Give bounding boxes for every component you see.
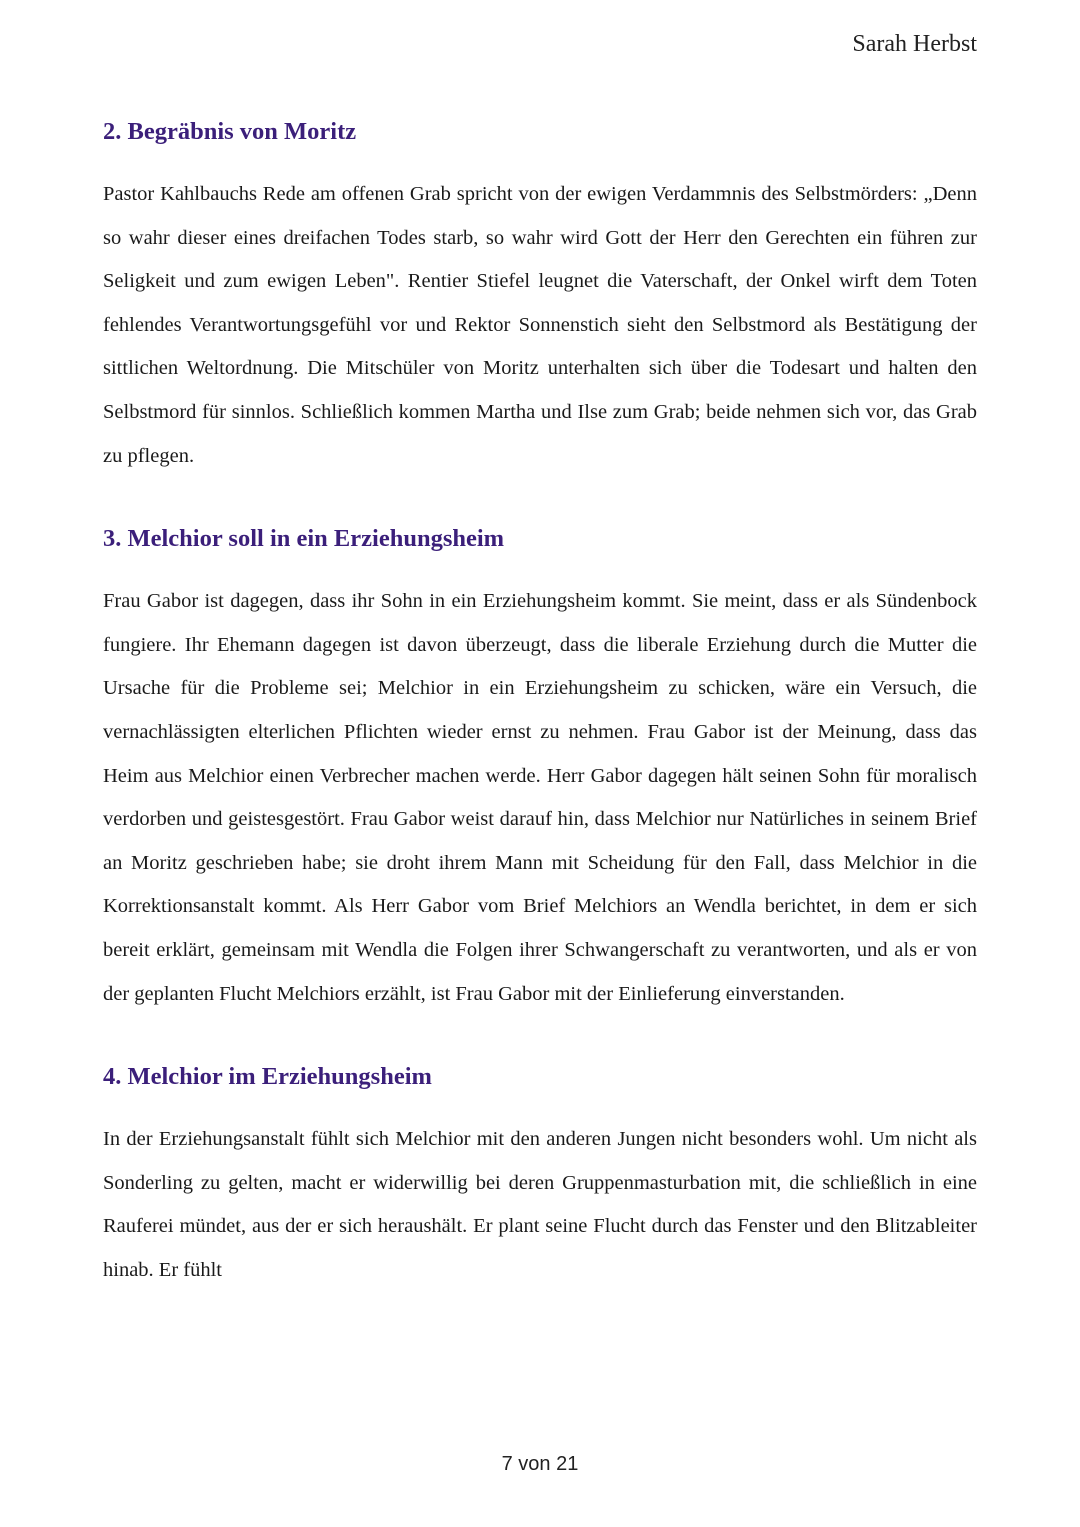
section-paragraph: Pastor Kahlbauchs Rede am offenen Grab spricht von der ewigen Verdammnis des Selbstmörders: „Denn so wahr dieser eines dreifachen Todes starb, so wahr wird Gott der Herr den Gerechten ein führen zur Seligkeit und zum ewigen Leben". Rentier Stiefel leugnet die Vaterschaft, der Onkel wirft dem Toten fehlendes Verantwortungsgefühl vor und Rektor Sonnenstich sieht den Selbstmord als Bestätigung der sittlichen Weltordnung. Die Mitschüler von Moritz unterhalten sich über die Todesart und halten den Selbstmord für sinnlos. Schließlich kommen Martha und Ilse zum Grab; beide nehmen sich vor, das Grab zu pflegen.	[103, 183, 977, 467]
section-paragraph: Frau Gabor ist dagegen, dass ihr Sohn in ein Erziehungsheim kommt. Sie meint, dass er als Sündenbock fungiere. Ihr Ehemann dagegen ist davon überzeugt, dass die liberale Erziehung durch die Mutter die Ursache für die Probleme sei; Melchior in ein Erziehungsheim zu schicken, wäre ein Versuch, die vernachlässigten elterlichen Pflichten wieder ernst zu nehmen. Frau Gabor ist der Meinung, dass das Heim aus Melchior einen Verbrecher machen werde. Herr Gabor dagegen hält seinen Sohn für moralisch verdorben und geistesgestört. Frau Gabor weist darauf hin, dass Melchior nur Natürliches in seinem Brief an Moritz geschrieben habe; sie droht ihrem Mann mit Scheidung für den Fall, dass Melchior in die Korrektionsanstalt kommt. Als Herr Gabor vom Brief Melchiors an Wendla berichtet, in dem er sich bereit erklärt, gemeinsam mit Wendla die Folgen ihrer Schwangerschaft zu verantworten, und als er von der geplanten Flucht Melchiors erzählt, ist Frau Gabor mit der Einlieferung einverstanden.	[103, 590, 977, 1005]
section-begraebnis	[103, 112, 977, 478]
document-author: Sarah Herbst	[852, 31, 977, 57]
section-heading: 3. Melchior soll in ein Erziehungsheim	[103, 525, 505, 553]
page-content	[103, 112, 977, 1292]
section-erziehungsheim	[103, 519, 977, 1016]
section-heading: 2. Begräbnis von Moritz	[103, 118, 357, 145]
section-heading: 4. Melchior im Erziehungsheim	[103, 1063, 432, 1091]
page-number: 7 von 21	[501, 1453, 579, 1475]
section-im-erziehungsheim	[103, 1057, 977, 1292]
section-paragraph: In der Erziehungsanstalt fühlt sich Melchior mit den anderen Jungen nicht besonders wohl. Um nicht als Sonderling zu gelten, macht er widerwillig bei deren Gruppenmasturbation mit, die schließlich in eine Rauferei mündet, aus der er sich heraushält. Er plant seine Flucht durch das Fenster und den Blitzableiter hinab. Er fühlt	[103, 1128, 977, 1281]
